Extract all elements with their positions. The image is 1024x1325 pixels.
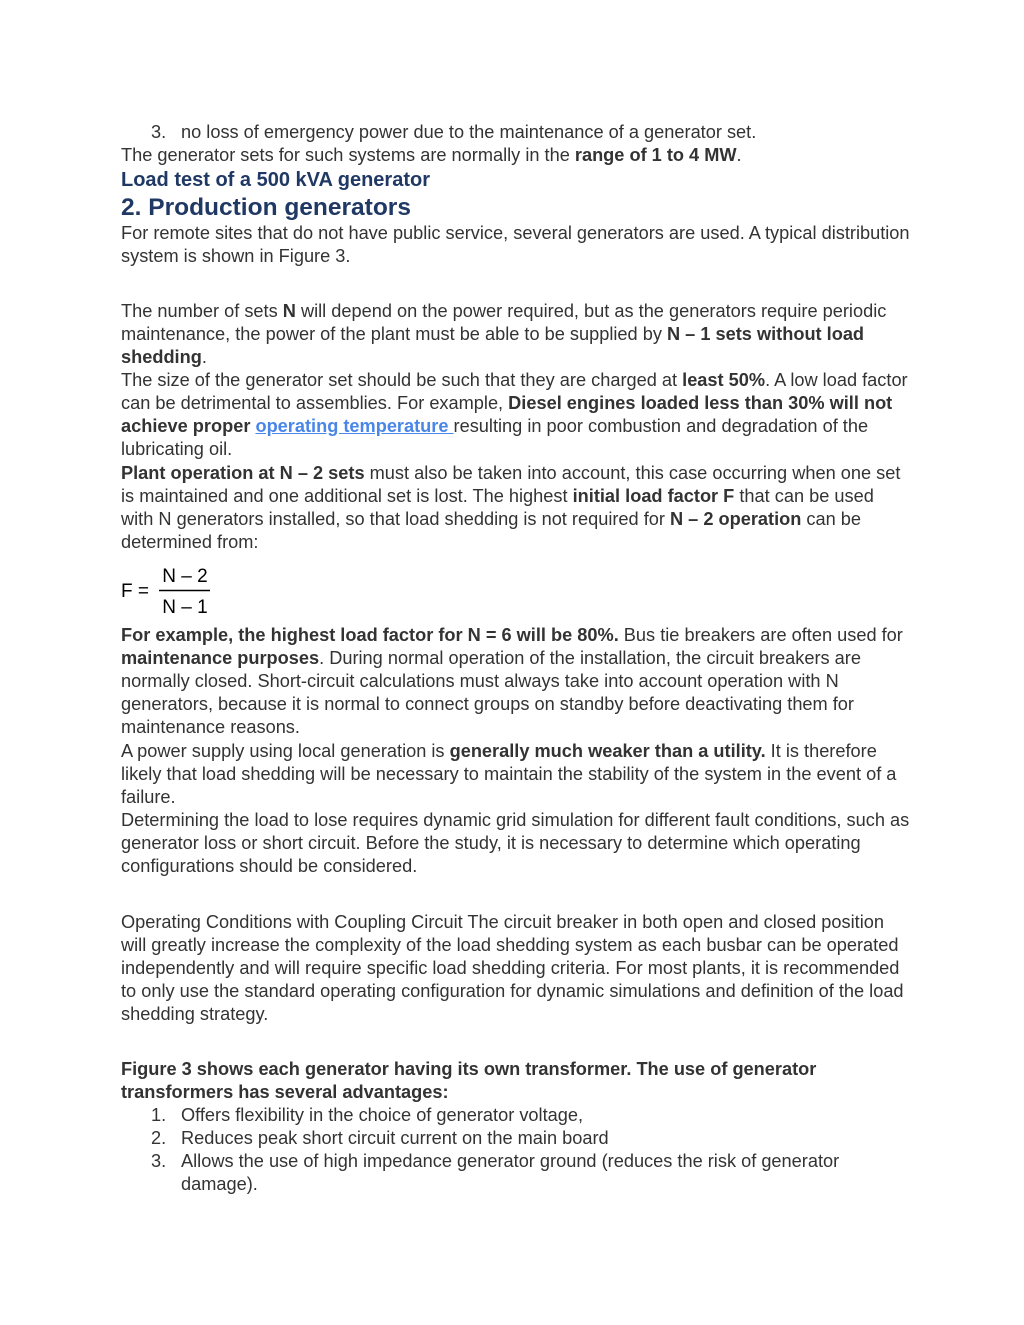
bold-text: initial load factor F: [572, 486, 735, 507]
bold-text: N: [282, 301, 296, 321]
list-item-number: 3.: [151, 1151, 167, 1172]
bold-text: Diesel engines loaded less than 30% will not achieve proper: [121, 393, 893, 437]
paragraph-load-to-lose: Determining the load to lose requires dynamic grid simulation for different fault conditions, such as generator loss or short circuit. Before the study, it is necessary to determine which operating configurations should be considered.: [121, 810, 910, 877]
list-item-text: Reduces peak short circuit current on the main board: [181, 1128, 609, 1149]
bold-text: range of 1 to 4 MW: [574, 145, 737, 165]
numbered-list-top: [121, 121, 911, 144]
paragraph-text: that can be used with N generators installed, so that load shedding is not required for: [121, 486, 874, 530]
formula-denominator: N – 1: [162, 597, 208, 618]
paragraph-text: .: [201, 347, 207, 368]
bold-text: N – 2 operation: [669, 509, 802, 530]
paragraph-text: can be determined from:: [121, 509, 862, 553]
paragraph-text: The generator sets for such systems are normally in the: [121, 145, 575, 165]
paragraph-example-load-factor: [121, 624, 911, 739]
paragraph-text: Bus tie breakers are often used for: [618, 625, 903, 645]
list-item: [121, 1127, 911, 1150]
paragraph-local-generation: [121, 740, 911, 809]
formula-lhs: F =: [121, 581, 149, 602]
heading-production-generators: 2. Production generators: [121, 194, 411, 221]
operating-temperature-link[interactable]: operating temperature: [255, 416, 454, 437]
bold-text: Plant operation at N – 2 sets: [121, 463, 365, 483]
bold-text: For example, the highest load factor for N = 6 will be 80%.: [121, 625, 619, 645]
paragraph-set-size: [121, 369, 911, 461]
list-item: [121, 121, 911, 144]
list-item: [121, 1150, 911, 1196]
list-item-text: no loss of emergency power due to the maintenance of a generator set.: [181, 122, 757, 142]
bold-text: least 50%: [682, 370, 766, 390]
heading-load-test: Load test of a 500 kVA generator: [121, 169, 430, 191]
paragraph-range: [121, 144, 911, 167]
list-item: [121, 1104, 911, 1127]
list-item-text: Allows the use of high impedance generator ground (reduces the risk of generator damage).: [181, 1151, 840, 1195]
paragraph-figure-3: Figure 3 shows each generator having its own transformer. The use of generator transformers has several advantages:: [121, 1059, 817, 1103]
paragraph-text: resulting in poor combustion and degradation of the lubricating oil.: [121, 416, 869, 460]
formula-numerator: N – 2: [162, 566, 208, 587]
paragraph-remote-sites: For remote sites that do not have public service, several generators are used. A typical distribution system is shown in Figure 3.: [121, 223, 910, 267]
paragraph-n-minus-2: [121, 462, 911, 554]
bold-text: N – 1 sets without load shedding: [121, 324, 865, 368]
paragraph-text: It is therefore likely that load shedding will be necessary to maintain the stability of the system in the event of a failure.: [121, 741, 897, 808]
paragraph-text: A power supply using local generation is: [121, 741, 450, 761]
paragraph-text: .: [736, 145, 742, 165]
list-item-number: 1.: [151, 1105, 167, 1125]
paragraph-text: must also be taken into account, this case occurring when one set is maintained and one additional set is lost. The highest: [121, 463, 901, 507]
list-item-number: 3.: [151, 122, 167, 142]
paragraph-text: The size of the generator set should be such that they are charged at: [121, 370, 683, 390]
paragraph-text: will depend on the power required, but as the generators require periodic maintenance, the power of the plant must be able to be supplied by: [121, 301, 887, 345]
paragraph-text: . During normal operation of the installation, the circuit breakers are normally closed. Short-circuit calculations must always take into account operation with N generators, because it is normal to connect groups on standby before deactivating them for maintenance reasons.: [121, 648, 861, 738]
list-item-number: 2.: [151, 1128, 167, 1149]
load-factor-formula: [121, 562, 211, 620]
paragraph-text: . A low load factor can be detrimental to assemblies. For example,: [121, 370, 908, 414]
bold-text: maintenance purposes: [121, 648, 320, 669]
numbered-list-advantages: [121, 1104, 911, 1196]
list-item-text: Offers flexibility in the choice of generator voltage,: [181, 1105, 584, 1125]
paragraph-text: The number of sets: [121, 301, 283, 321]
paragraph-operating-conditions: Operating Conditions with Coupling Circuit The circuit breaker in both open and closed position will greatly increase the complexity of the load shedding system as each busbar can be operated independently and will require specific load shedding criteria. For most plants, it is recommended to only use the standard operating configuration for dynamic simulations and definition of the load shedding strategy.: [121, 912, 904, 1025]
bold-text: generally much weaker than a utility.: [449, 741, 766, 761]
paragraph-number-of-sets: [121, 300, 911, 369]
